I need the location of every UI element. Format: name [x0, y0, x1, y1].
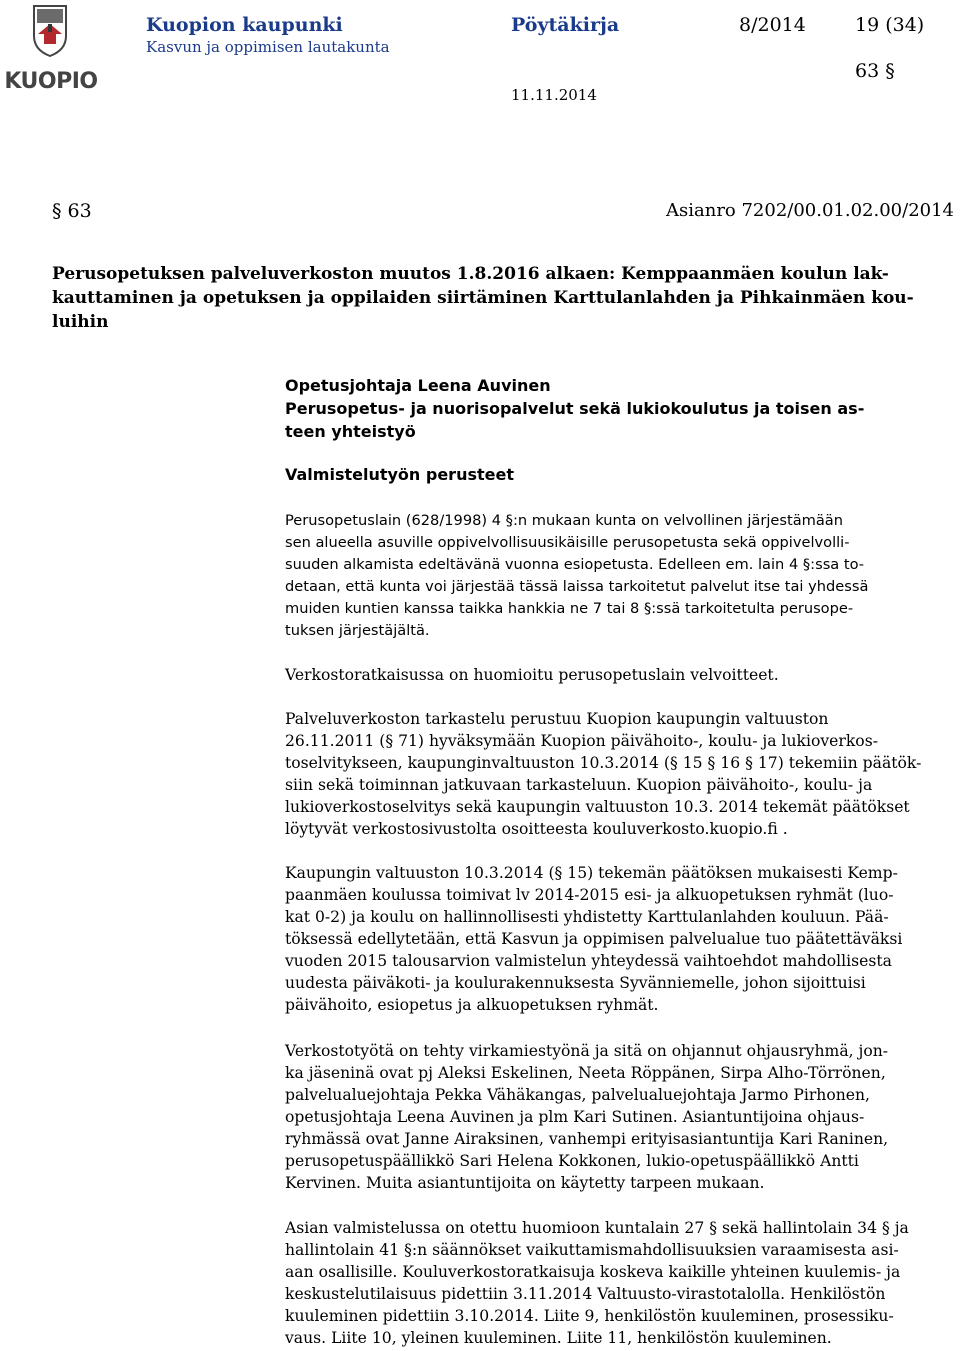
- doc-number: 8/2014: [739, 14, 806, 36]
- paragraph-council-decision: [285, 862, 902, 1016]
- text-line: ryhmässä ovat Janne Airaksinen, vanhempi erityisasiantuntija Kari Raninen,: [285, 1130, 889, 1148]
- grounds-heading: Valmistelutyön perusteet: [285, 465, 514, 484]
- preparer-line: Opetusjohtaja Leena Auvinen: [285, 376, 551, 395]
- text-line: Perusopetuslain (628/1998) 4 §:n mukaan kunta on velvollinen järjestämään: [285, 512, 843, 529]
- text-line: vaus. Liite 10, yleinen kuuleminen. Liite 11, henkilöstön kuuleminen.: [285, 1329, 832, 1347]
- org-name: Kuopion kaupunki: [146, 14, 343, 36]
- paragraph-obligations: [285, 664, 779, 686]
- text-line: aan osallisille. Kouluverkostoratkaisuja koskeva kaikille yhteinen kuulemis- ja: [285, 1263, 901, 1281]
- text-line: perusopetuspäällikkö Sari Helena Kokkonen, lukio-opetuspäällikkö Antti: [285, 1152, 859, 1170]
- text-line: opetusjohtaja Leena Auvinen ja plm Kari Sutinen. Asiantuntijoina ohjaus-: [285, 1108, 865, 1126]
- doc-type: Pöytäkirja: [511, 14, 620, 36]
- section-title-line: luihin: [52, 312, 109, 332]
- text-line: suuden alkamista edeltävänä vuonna esiopetusta. Edelleen em. lain 4 §:ssa to-: [285, 556, 865, 573]
- text-line: 26.11.2011 (§ 71) hyväksymään Kuopion päivähoito-, koulu- ja lukioverkos-: [285, 732, 878, 750]
- coat-of-arms-icon: [4, 4, 98, 94]
- text-line: Verkostotyötä on tehty virkamiestyönä ja sitä on ohjannut ohjausryhmä, jon-: [285, 1042, 889, 1060]
- text-line: Kaupungin valtuuston 10.3.2014 (§ 15) tekemän päätöksen mukaisesti Kemp-: [285, 864, 898, 882]
- kuopio-logo: [4, 4, 98, 94]
- paragraph-network-review: [285, 708, 921, 840]
- section-ref: 63 §: [855, 60, 895, 82]
- text-line: lukioverkostoselvitys sekä kaupungin valtuuston 10.3. 2014 tekemät päätökset: [285, 798, 910, 816]
- preparer-line: teen yhteistyö: [285, 422, 416, 441]
- text-line: toselvitykseen, kaupunginvaltuuston 10.3.2014 (§ 15 § 16 § 17) tekemiin päätök-: [285, 754, 922, 772]
- text-line: päivähoito, esiopetus ja alkuopetuksen ryhmät.: [285, 996, 659, 1014]
- text-line: ka jäseninä ovat pj Aleksi Eskelinen, Neeta Röppänen, Sirpa Alho-Törrönen,: [285, 1064, 886, 1082]
- text-line: detaan, että kunta voi järjestää tässä laissa tarkoitetut palvelut itse tai yhdessä: [285, 578, 869, 595]
- text-line: Kervinen. Muita asiantuntijoita on käytetty tarpeen mukaan.: [285, 1174, 765, 1192]
- page-number: 19 (34): [855, 14, 925, 36]
- text-line: Palveluverkoston tarkastelu perustuu Kuopion kaupungin valtuuston: [285, 710, 829, 728]
- text-line: kuuleminen pidettiin 3.10.2014. Liite 9, henkilöstön kuuleminen, prosessiku-: [285, 1307, 894, 1325]
- meeting-date: 11.11.2014: [511, 86, 597, 104]
- text-line: Asian valmistelussa on otettu huomioon kuntalain 27 § sekä hallintolain 34 § ja: [285, 1219, 909, 1237]
- text-line: muiden kuntien kanssa taikka hankkia ne 7 tai 8 §:ssä tarkoitetulta perusope-: [285, 600, 854, 617]
- text-line: hallintolain 41 §:n säännökset vaikuttamismahdollisuuksien varaamisesta asi-: [285, 1241, 899, 1259]
- paragraph-consultation: [285, 1217, 909, 1349]
- text-line: sen alueella asuville oppivelvollisuusikäisille perusopetusta sekä oppivelvolli-: [285, 534, 850, 551]
- board-name: Kasvun ja oppimisen lautakunta: [146, 38, 390, 56]
- text-line: palvelualuejohtaja Pekka Vähäkangas, palvelualuejohtaja Jarmo Pirhonen,: [285, 1086, 871, 1104]
- section-title-line: Perusopetuksen palveluverkoston muutos 1.8.2016 alkaen: Kemppaanmäen koulun lak-: [52, 264, 889, 284]
- text-line: tuksen järjestäjältä.: [285, 622, 430, 639]
- text-line: siin sekä toiminnan jatkuvaan tarkasteluun. Kuopion päivähoito-, koulu- ja: [285, 776, 873, 794]
- text-line: vuoden 2015 talousarvion valmistelun yhteydessä vaihtoehdot mahdollisesta: [285, 952, 892, 970]
- preparer-line: Perusopetus- ja nuorisopalvelut sekä lukiokoulutus ja toisen as-: [285, 399, 865, 418]
- paragraph-steering-group: [285, 1040, 888, 1194]
- section-title-line: kauttaminen ja opetuksen ja oppilaiden siirtäminen Karttulanlahden ja Pihkainmäen kou-: [52, 288, 914, 308]
- text-line: kat 0-2) ja koulu on hallinnollisesti yhdistetty Karttulanlahden kouluun. Pää-: [285, 908, 889, 926]
- text-line: keskustelutilaisuus pidettiin 3.11.2014 Valtuusto-virastotalolla. Henkilöstön: [285, 1285, 886, 1303]
- text-line: paanmäen koulussa toimivat lv 2014-2015 esi- ja alkuopetuksen ryhmät (luo-: [285, 886, 894, 904]
- svg-text:KUOPIO: KUOPIO: [4, 69, 98, 94]
- case-number: Asianro 7202/00.01.02.00/2014: [666, 200, 955, 221]
- paragraph-legal-basis: [285, 510, 868, 642]
- text-line: Verkostoratkaisussa on huomioitu perusopetuslain velvoitteet.: [285, 666, 779, 684]
- text-line: töksessä edellytetään, että Kasvun ja oppimisen palvelualue tuo päätettäväksi: [285, 930, 903, 948]
- section-number: § 63: [52, 200, 92, 222]
- text-line: uudesta päiväkoti- ja koulurakennuksesta Syvänniemelle, johon sijoittuisi: [285, 974, 866, 992]
- text-line: löytyvät verkostosivustolta osoitteesta kouluverkosto.kuopio.fi .: [285, 820, 788, 838]
